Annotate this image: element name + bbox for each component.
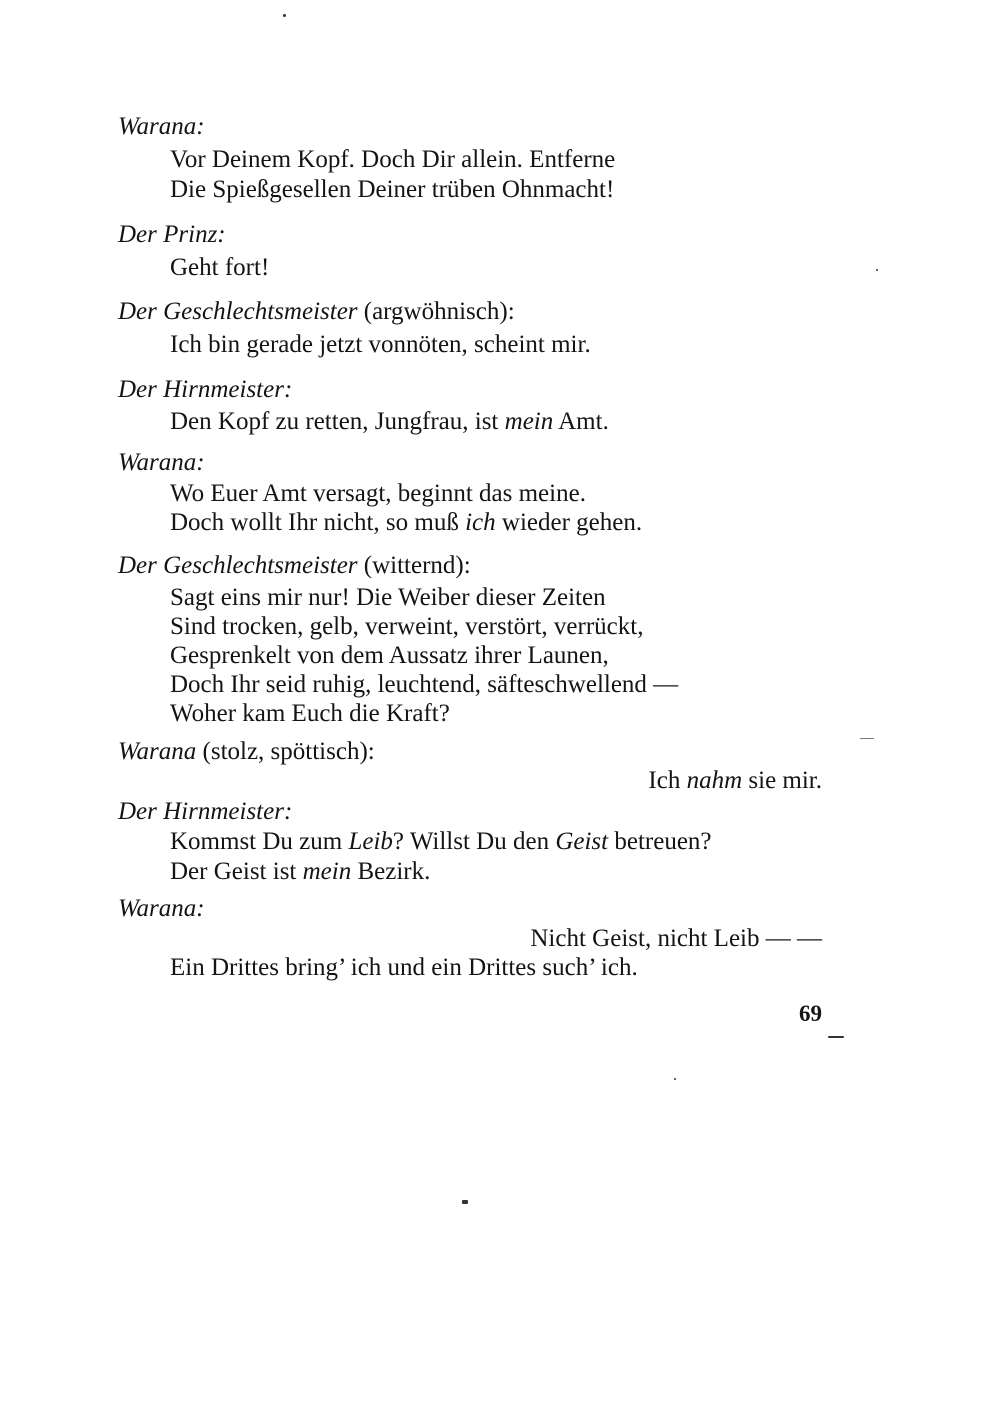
scan-speck — [674, 1078, 676, 1080]
verse-text: Nicht Geist, nicht Leib — — — [530, 925, 822, 952]
verse-line — [170, 175, 614, 205]
verse-line — [170, 827, 712, 857]
verse-text: Ein Drittes bring’ ich und ein Drittes such’ ich. — [170, 954, 638, 981]
verse-text: Geht fort! — [170, 254, 270, 281]
verse-text: ? Willst Du den — [392, 828, 556, 855]
speaker-label — [118, 737, 375, 767]
speaker-name: Der Hirnmeister: — [118, 798, 293, 825]
verse-text: Sagt eins mir nur! Die Weiber dieser Zeiten — [170, 584, 606, 611]
stage-direction: (stolz, spöttisch): — [196, 738, 375, 765]
verse-text: Doch Ihr seid ruhig, leuchtend, säfteschwellend — — [170, 671, 679, 698]
speaker-name: Warana — [118, 738, 197, 765]
speaker-name: Warana: — [118, 449, 205, 476]
verse-line — [170, 857, 430, 887]
verse-line — [170, 699, 450, 729]
verse-text: Ich bin gerade jetzt vonnöten, scheint mir. — [170, 331, 591, 358]
verse-line — [170, 641, 609, 671]
verse-text: Ich — [648, 767, 687, 794]
verse-line — [170, 953, 638, 983]
verse-text: Bezirk. — [351, 858, 431, 885]
speaker-name: Der Hirnmeister: — [118, 376, 293, 403]
verse-text: Doch wollt Ihr nicht, so muß — [170, 509, 466, 536]
verse-line — [170, 145, 615, 175]
verse-emphasis: ich — [465, 509, 496, 536]
verse-text: sie mir. — [742, 767, 822, 794]
speaker-label — [118, 297, 515, 327]
speaker-label — [118, 551, 471, 581]
verse-text: betreuen? — [608, 828, 712, 855]
scan-speck — [876, 269, 878, 271]
verse-text: Vor Deinem Kopf. Doch Dir allein. Entferne — [170, 146, 616, 173]
verse-emphasis: mein — [504, 408, 554, 435]
speaker-name: Warana: — [118, 895, 205, 922]
speaker-label — [118, 797, 292, 827]
verse-line — [170, 330, 591, 360]
verse-text: Die Spießgesellen Deiner trüben Ohnmacht! — [170, 176, 615, 203]
verse-text: Woher kam Euch die Kraft? — [170, 700, 450, 727]
verse-text: wieder gehen. — [495, 509, 643, 536]
verse-text: Sind trocken, gelb, verweint, verstört, verrückt, — [170, 613, 644, 640]
speaker-label — [118, 448, 205, 478]
verse-line — [648, 766, 822, 796]
verse-text: Kommst Du zum — [170, 828, 349, 855]
verse-line — [530, 924, 822, 954]
verse-line — [170, 407, 609, 437]
stage-direction: (argwöhnisch): — [357, 298, 515, 325]
verse-emphasis: mein — [302, 858, 352, 885]
speaker-name: Warana: — [118, 113, 205, 140]
verse-text: Wo Euer Amt versagt, beginnt das meine. — [170, 480, 586, 507]
page-number: 69 — [799, 1001, 822, 1026]
verse-text: Der Geist ist — [170, 858, 303, 885]
speaker-label — [118, 112, 205, 142]
speaker-name: Der Geschlechtsmeister — [118, 552, 358, 579]
stage-direction: (witternd): — [357, 552, 471, 579]
verse-emphasis: Geist — [555, 828, 609, 855]
speaker-label — [118, 375, 292, 405]
verse-line — [170, 479, 586, 509]
verse-line — [170, 253, 269, 283]
verse-line — [170, 583, 606, 613]
scan-speck — [462, 1200, 468, 1204]
verse-line — [170, 508, 642, 538]
scan-speck — [283, 14, 286, 17]
speaker-label — [118, 894, 205, 924]
verse-text: Gesprenkelt von dem Aussatz ihrer Launen, — [170, 642, 609, 669]
speaker-label — [118, 220, 226, 250]
verse-text: Amt. — [553, 408, 609, 435]
verse-text: Den Kopf zu retten, Jungfrau, ist — [170, 408, 505, 435]
speaker-name: Der Prinz: — [118, 221, 226, 248]
scan-speck — [860, 738, 874, 739]
verse-emphasis: nahm — [686, 767, 743, 794]
verse-emphasis: Leib — [348, 828, 393, 855]
verse-line — [170, 670, 678, 700]
scan-speck — [828, 1036, 844, 1038]
verse-line — [170, 612, 643, 642]
speaker-name: Der Geschlechtsmeister — [118, 298, 358, 325]
